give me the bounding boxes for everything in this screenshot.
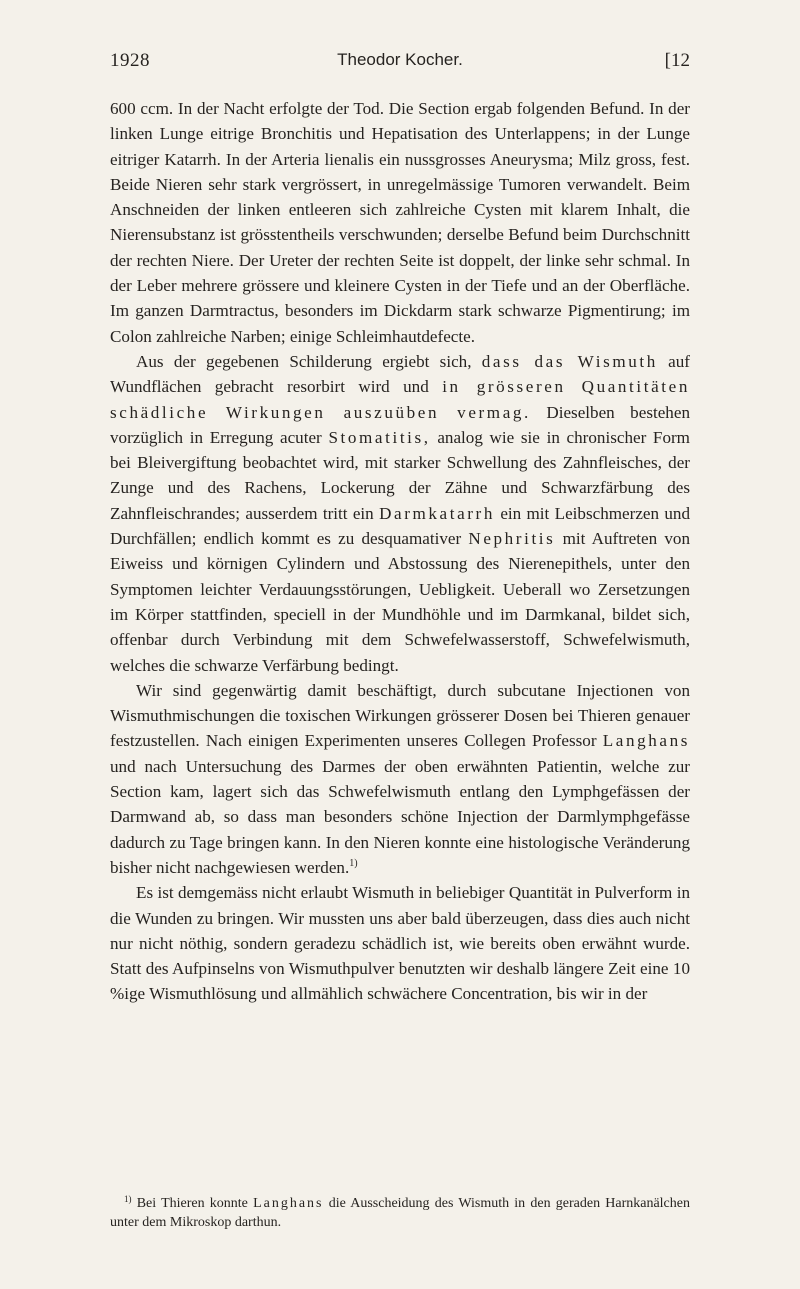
paragraph-4: Es ist demgemäss nicht erlaubt Wismuth in beliebiger Quantität in Pulverform in die Wunden zu bringen. Wir mussten uns aber bald überzeugen, dass dies auch nicht nur nicht nöthig, sondern geradezu schädlich ist, wie bereits oben erwähnt wurde. Statt des Aufpinselns von Wismuthpulver benutzten wir deshalb längere Zeit eine 10 %ige Wismuthlösung und allmählich schwächere Concentration, bis wir in der (110, 883, 690, 1004)
footnote-text-c: die Ausscheidung des Wismuth in den geraden Harnkanälchen unter dem Mikroskop darthun. (110, 1196, 690, 1230)
p2-stomatitis: Stomatitis, (328, 427, 431, 447)
p3-langhans: Langhans (602, 731, 691, 751)
p2-nephritis: Nephritis (468, 529, 556, 549)
footnote (110, 1194, 690, 1232)
page-header (110, 50, 690, 78)
p3-text-c: und nach Untersuchung des Darmes der oben erwähnten Patientin, welche zur Section kam, lagert sich das Schwefelwismuth entlang den Lymphgefässen der Darmwand ab, so dass man besonders schöne Injection der Darmlymphgefässe dadurch zu Tage bringen kann. In den Nieren konnte eine histologische Veränderung bisher nicht nachgewiesen werden. (110, 756, 690, 877)
footnote-1 (110, 1194, 690, 1232)
running-title: Theodor Kocher. (337, 50, 463, 69)
p2-text-a: Aus der gegebenen Schilderung ergiebt sich, (136, 351, 472, 371)
page-number: 1928 (110, 50, 150, 71)
section-number: [12 (664, 50, 690, 71)
paragraph-3 (110, 678, 690, 880)
p2-text-e: Dieselben bestehen vorzüglich in Erregung acuter (110, 402, 690, 447)
p2-text-g: analog wie sie in chronischer Form bei Bleivergiftung beobachtet wird, mit starker Schwellung des Zahnfleisches, der Zunge und des Rachens, Lockerung der Zähne und Schwarzfärbung des Zahnfleischrandes; ausserdem tritt ein (110, 427, 690, 523)
p2-text-k: mit Auftreten von Eiweiss und körnigen Cylindern und Abstossung des Nierenepithels, unter den Symptomen leichter Verdauungsstörungen, Uebligkeit. Ueberall wo Zersetzungen im Körper stattfinden, speciell in der Mundhöhle und im Darmkanal, bildet sich, offenbar durch Verbindung mit dem Schwefelwasserstoff, Schwefelwismuth, welches die schwarze Verfärbung bedingt. (110, 529, 690, 675)
footnote-langhans: Langhans (253, 1196, 324, 1211)
p2-spaced-b: in grösseren Quantitäten schädliche Wirkungen auszuüben vermag. (110, 377, 690, 422)
p2-text-c: auf Wundflächen gebracht resorbirt wird und (110, 351, 690, 397)
paragraph-1: 600 ccm. In der Nacht erfolgte der Tod. Die Section ergab folgenden Befund. In der linken Lunge eitrige Bronchitis und Hepatisation des Unterlappens; in der Lunge eitriger Katarrh. In der Arteria lienalis ein nussgrosses Aneurysma; Milz gross, fest. Beide Nieren sehr stark vergrössert, in unregelmässige Tumoren verwandelt. Beim Anschneiden der linken entleeren sich zahlreiche Cysten mit klarem Inhalt, die Nierensubstanz ist grösstentheils verschwunden; derselbe Befund beim Durchschnitt der rechten Niere. Der Ureter der rechten Seite ist doppelt, der linke sehr schmal. In der Leber mehrere grössere und kleinere Cysten in der Tiefe und an der Oberfläche. Im ganzen Darmtractus, besonders im Dickdarm stark schwarze Pigmentirung; im Colon zahlreiche Narben; einige Schleimhautdefecte. (110, 99, 690, 346)
paragraph-2 (110, 349, 690, 678)
footnote-text-a: Bei Thieren konnte (136, 1196, 248, 1211)
p3-text-a: Wir sind gegenwärtig damit beschäftigt, durch subcutane Injectionen von Wismuthmischungen die toxischen Wirkungen grösserer Dosen bei Thieren genauer festzustellen. Nach einigen Experimenten unseres Collegen Professor (110, 680, 690, 751)
footnote-reference: 1) (349, 857, 358, 869)
p2-text-i: ein mit Leibschmerzen und Durchfällen; endlich kommt es zu desquamativer (110, 503, 690, 549)
p2-spaced-a: dass das Wismuth (481, 351, 658, 371)
p2-darmkatarrh: Darmkatarrh (379, 503, 495, 523)
body-text (110, 96, 690, 1007)
footnote-marker: 1) (124, 1194, 132, 1204)
